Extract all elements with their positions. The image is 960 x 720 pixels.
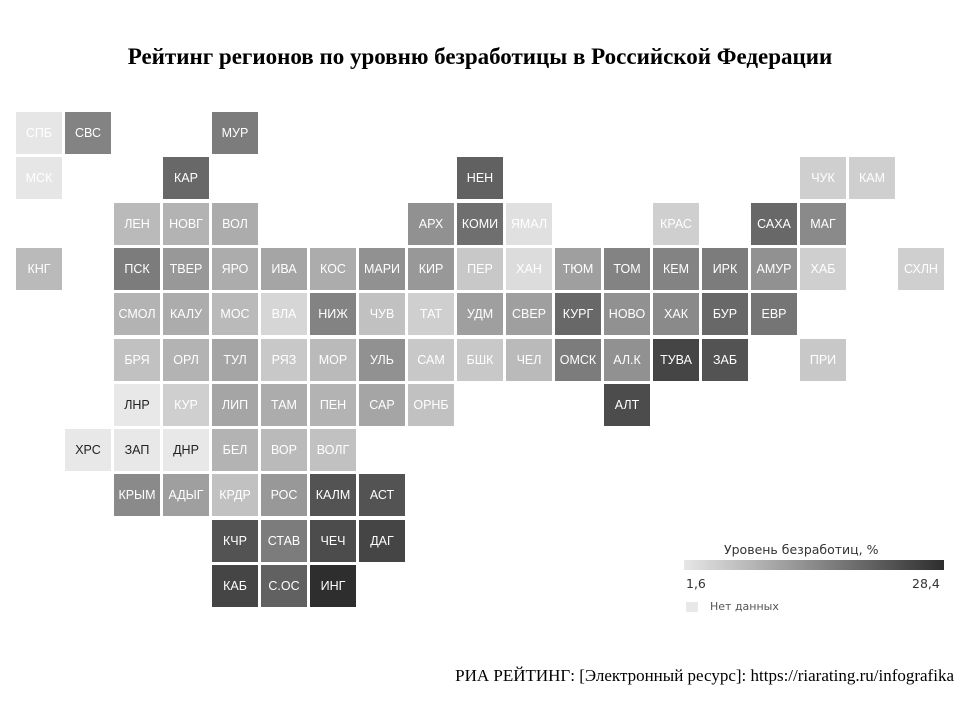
region-tile: КРАС (653, 203, 699, 245)
region-tile: КРДР (212, 474, 258, 516)
region-tile: БУР (702, 293, 748, 335)
region-tile: БЕЛ (212, 429, 258, 471)
region-tile: АЛ.К (604, 339, 650, 381)
legend-max-label: 28,4 (912, 576, 940, 591)
source-caption: РИА РЕЙТИНГ: [Электронный ресурс]: https://riarating.ru/infografika (455, 666, 954, 685)
region-tile: ЗАБ (702, 339, 748, 381)
region-tile: УЛЬ (359, 339, 405, 381)
region-tile: СТАВ (261, 520, 307, 562)
region-tile: НИЖ (310, 293, 356, 335)
region-tile: СВЕР (506, 293, 552, 335)
region-tile: КОС (310, 248, 356, 290)
region-tile: АСТ (359, 474, 405, 516)
legend-no-data-label: Нет данных (710, 600, 779, 613)
region-tile: ВОР (261, 429, 307, 471)
region-tile: ТОМ (604, 248, 650, 290)
region-tile: СВС (65, 112, 111, 154)
region-tile: РЯЗ (261, 339, 307, 381)
region-tile: ТАТ (408, 293, 454, 335)
region-tile: ВОЛ (212, 203, 258, 245)
region-tile: САХА (751, 203, 797, 245)
region-tile: КАЛМ (310, 474, 356, 516)
region-tile: КУР (163, 384, 209, 426)
region-tile: БШК (457, 339, 503, 381)
region-tile: ТВЕР (163, 248, 209, 290)
region-tile: ПЕР (457, 248, 503, 290)
region-tile: АРХ (408, 203, 454, 245)
region-tile: КОМИ (457, 203, 503, 245)
region-tile: КУРГ (555, 293, 601, 335)
region-tile: ТУЛ (212, 339, 258, 381)
region-tile: МУР (212, 112, 258, 154)
region-tile: ЧУВ (359, 293, 405, 335)
region-tile: КНГ (16, 248, 62, 290)
region-tile: МАГ (800, 203, 846, 245)
region-tile: ВОЛГ (310, 429, 356, 471)
region-tile: МОС (212, 293, 258, 335)
region-tile: ЧЕЧ (310, 520, 356, 562)
region-tile: ДНР (163, 429, 209, 471)
region-tile: САР (359, 384, 405, 426)
region-tile: НОВО (604, 293, 650, 335)
region-tile: СХЛН (898, 248, 944, 290)
region-tile: АЛТ (604, 384, 650, 426)
region-tile: МАРИ (359, 248, 405, 290)
region-tile: ЛНР (114, 384, 160, 426)
region-tile: АДЫГ (163, 474, 209, 516)
region-tile: КАР (163, 157, 209, 199)
region-tile: УДМ (457, 293, 503, 335)
region-tile: КЧР (212, 520, 258, 562)
region-tile: ОРЛ (163, 339, 209, 381)
region-tile: ПРИ (800, 339, 846, 381)
legend-gradient-bar (684, 560, 944, 570)
chart-title: Рейтинг регионов по уровню безработицы в Российской Федерации (127, 44, 833, 69)
region-tile: ЯРО (212, 248, 258, 290)
region-tile: ЧЕЛ (506, 339, 552, 381)
region-tile: ИРК (702, 248, 748, 290)
legend-no-data-swatch (686, 602, 698, 612)
region-tile: СПБ (16, 112, 62, 154)
region-tile: КИР (408, 248, 454, 290)
region-tile: МОР (310, 339, 356, 381)
region-tile: РОС (261, 474, 307, 516)
region-tile: ХАБ (800, 248, 846, 290)
region-tile: ЛЕН (114, 203, 160, 245)
region-tile: ОРНБ (408, 384, 454, 426)
region-tile: ИНГ (310, 565, 356, 607)
region-tile: НЕН (457, 157, 503, 199)
region-tile: ТАМ (261, 384, 307, 426)
region-tile: КАЛУ (163, 293, 209, 335)
region-tile: БРЯ (114, 339, 160, 381)
region-tile: ЗАП (114, 429, 160, 471)
region-tile: СМОЛ (114, 293, 160, 335)
region-tile: ДАГ (359, 520, 405, 562)
region-tile: ЯМАЛ (506, 203, 552, 245)
region-tile: ВЛА (261, 293, 307, 335)
region-tile: ХАК (653, 293, 699, 335)
region-tile: КАБ (212, 565, 258, 607)
legend-title: Уровень безработиц, % (724, 542, 879, 557)
region-tile: ТЮМ (555, 248, 601, 290)
region-tile: ИВА (261, 248, 307, 290)
region-tile: ТУВА (653, 339, 699, 381)
region-tile: КРЫМ (114, 474, 160, 516)
region-tile: ЧУК (800, 157, 846, 199)
region-tile: ХРС (65, 429, 111, 471)
region-tile: ПЕН (310, 384, 356, 426)
region-tile: КАМ (849, 157, 895, 199)
region-tile: ЕВР (751, 293, 797, 335)
region-tile: АМУР (751, 248, 797, 290)
region-tile: САМ (408, 339, 454, 381)
legend (662, 528, 950, 628)
legend-min-label: 1,6 (686, 576, 706, 591)
region-tile: ОМСК (555, 339, 601, 381)
region-tile: КЕМ (653, 248, 699, 290)
region-tile: ПСК (114, 248, 160, 290)
region-tile: МСК (16, 157, 62, 199)
region-tile: НОВГ (163, 203, 209, 245)
region-tile: ХАН (506, 248, 552, 290)
region-tile: С.ОС (261, 565, 307, 607)
region-tile: ЛИП (212, 384, 258, 426)
